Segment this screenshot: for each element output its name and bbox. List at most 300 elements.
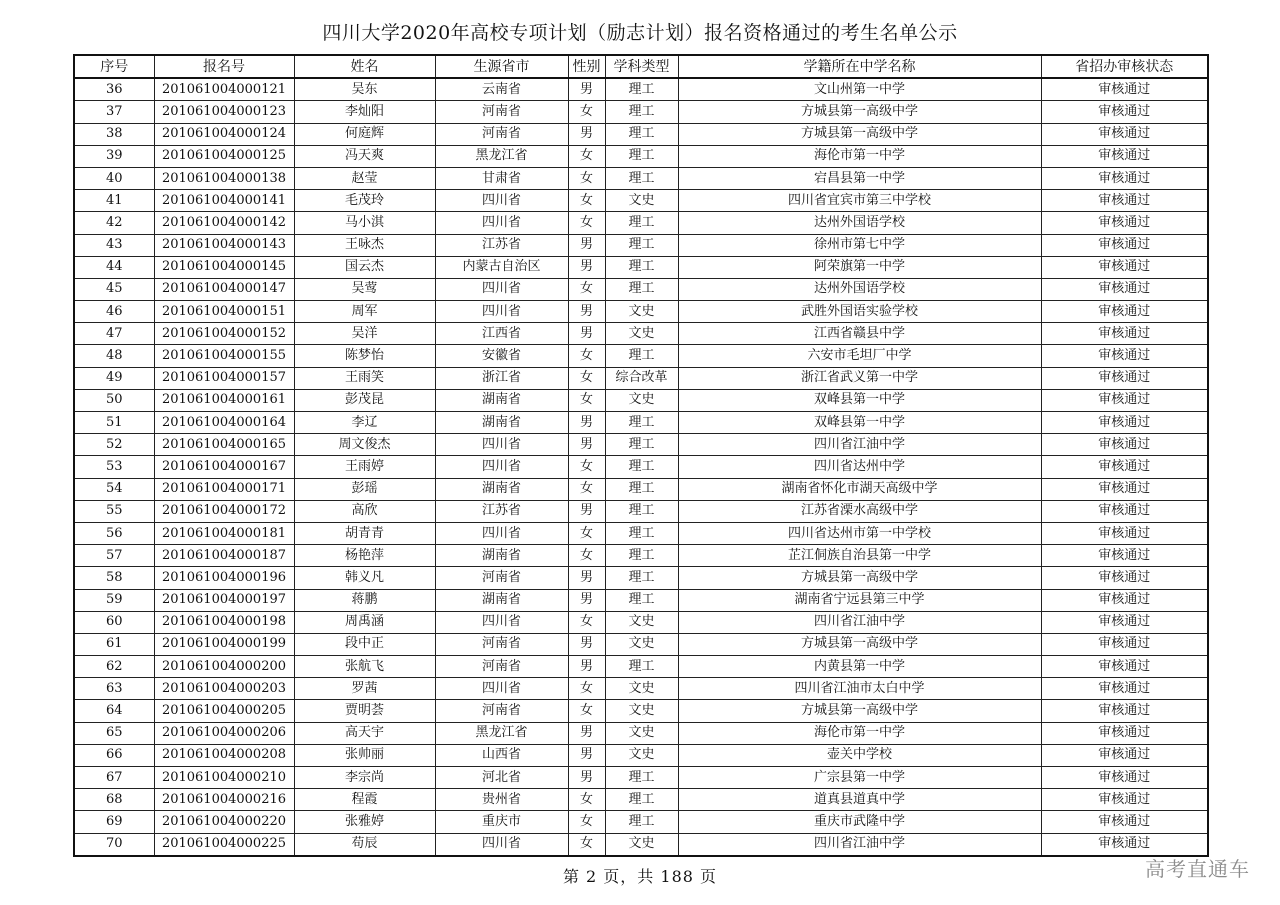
cell-index: 47 (74, 323, 154, 345)
cell-school: 湖南省宁远县第三中学 (678, 589, 1041, 611)
cell-name: 王雨笑 (294, 367, 435, 389)
cell-province: 湖南省 (435, 545, 568, 567)
cell-subject: 文史 (605, 323, 678, 345)
cell-province: 四川省 (435, 278, 568, 300)
cell-school: 四川省达州市第一中学校 (678, 522, 1041, 544)
cell-index: 49 (74, 367, 154, 389)
cell-gender: 男 (568, 656, 605, 678)
cell-status: 审核通过 (1041, 611, 1208, 633)
cell-gender: 女 (568, 811, 605, 833)
cell-school: 达州外国语学校 (678, 212, 1041, 234)
cell-name: 马小淇 (294, 212, 435, 234)
table-row (74, 833, 1208, 856)
cell-subject: 文史 (605, 700, 678, 722)
cell-reg-no: 201061004000123 (154, 101, 294, 123)
cell-index: 51 (74, 412, 154, 434)
cell-school: 文山州第一中学 (678, 78, 1041, 101)
cell-reg-no: 201061004000203 (154, 678, 294, 700)
cell-subject: 文史 (605, 389, 678, 411)
cell-status: 审核通过 (1041, 789, 1208, 811)
cell-province: 四川省 (435, 678, 568, 700)
cell-school: 四川省达州中学 (678, 456, 1041, 478)
cell-status: 审核通过 (1041, 167, 1208, 189)
cell-name: 张帅丽 (294, 744, 435, 766)
cell-province: 湖南省 (435, 389, 568, 411)
cell-reg-no: 201061004000165 (154, 434, 294, 456)
cell-school: 壶关中学校 (678, 744, 1041, 766)
cell-name: 李灿阳 (294, 101, 435, 123)
cell-gender: 男 (568, 412, 605, 434)
cell-index: 70 (74, 833, 154, 856)
table-row (74, 789, 1208, 811)
cell-gender: 女 (568, 611, 605, 633)
cell-status: 审核通过 (1041, 545, 1208, 567)
cell-province: 四川省 (435, 611, 568, 633)
cell-subject: 理工 (605, 256, 678, 278)
cell-status: 审核通过 (1041, 478, 1208, 500)
cell-school: 浙江省武义第一中学 (678, 367, 1041, 389)
col-header-name: 姓名 (294, 55, 435, 78)
watermark-text: 高考直通车 (1145, 857, 1250, 881)
cell-name: 贾明荟 (294, 700, 435, 722)
document-title: 四川大学2020年高校专项计划（励志计划）报名资格通过的考生名单公示 (322, 22, 958, 44)
cell-school: 江西省赣县中学 (678, 323, 1041, 345)
cell-name: 李宗尚 (294, 767, 435, 789)
cell-name: 毛茂玲 (294, 190, 435, 212)
cell-school: 徐州市第七中学 (678, 234, 1041, 256)
cell-name: 高天宇 (294, 722, 435, 744)
cell-school: 四川省江油市太白中学 (678, 678, 1041, 700)
cell-gender: 男 (568, 589, 605, 611)
cell-province: 河北省 (435, 767, 568, 789)
table-row (74, 323, 1208, 345)
cell-reg-no: 201061004000181 (154, 522, 294, 544)
cell-school: 双峰县第一中学 (678, 389, 1041, 411)
cell-index: 68 (74, 789, 154, 811)
cell-gender: 男 (568, 256, 605, 278)
cell-school: 广宗县第一中学 (678, 767, 1041, 789)
cell-index: 38 (74, 123, 154, 145)
cell-name: 王咏杰 (294, 234, 435, 256)
cell-subject: 理工 (605, 278, 678, 300)
cell-school: 双峰县第一中学 (678, 412, 1041, 434)
cell-status: 审核通过 (1041, 500, 1208, 522)
cell-status: 审核通过 (1041, 367, 1208, 389)
col-header-index: 序号 (74, 55, 154, 78)
cell-reg-no: 201061004000143 (154, 234, 294, 256)
cell-name: 陈梦怡 (294, 345, 435, 367)
cell-gender: 男 (568, 633, 605, 655)
cell-reg-no: 201061004000121 (154, 78, 294, 101)
table-row (74, 145, 1208, 167)
table-row (74, 678, 1208, 700)
cell-province: 河南省 (435, 101, 568, 123)
table-row (74, 522, 1208, 544)
cell-subject: 理工 (605, 589, 678, 611)
cell-name: 苟辰 (294, 833, 435, 856)
table-row (74, 567, 1208, 589)
cell-province: 黑龙江省 (435, 145, 568, 167)
cell-gender: 女 (568, 212, 605, 234)
cell-name: 李辽 (294, 412, 435, 434)
cell-gender: 男 (568, 500, 605, 522)
table-row (74, 123, 1208, 145)
cell-reg-no: 201061004000196 (154, 567, 294, 589)
cell-index: 52 (74, 434, 154, 456)
cell-province: 四川省 (435, 522, 568, 544)
cell-name: 彭茂昆 (294, 389, 435, 411)
cell-name: 何庭辉 (294, 123, 435, 145)
cell-province: 安徽省 (435, 345, 568, 367)
cell-reg-no: 201061004000187 (154, 545, 294, 567)
cell-status: 审核通过 (1041, 744, 1208, 766)
table-row (74, 633, 1208, 655)
cell-name: 高欣 (294, 500, 435, 522)
cell-index: 45 (74, 278, 154, 300)
cell-subject: 文史 (605, 301, 678, 323)
cell-subject: 文史 (605, 833, 678, 856)
cell-status: 审核通过 (1041, 833, 1208, 856)
cell-status: 审核通过 (1041, 234, 1208, 256)
cell-province: 重庆市 (435, 811, 568, 833)
cell-reg-no: 201061004000142 (154, 212, 294, 234)
cell-status: 审核通过 (1041, 256, 1208, 278)
cell-province: 甘肃省 (435, 167, 568, 189)
cell-school: 四川省宜宾市第三中学校 (678, 190, 1041, 212)
cell-index: 40 (74, 167, 154, 189)
cell-name: 冯天爽 (294, 145, 435, 167)
cell-name: 胡青青 (294, 522, 435, 544)
cell-status: 审核通过 (1041, 456, 1208, 478)
cell-reg-no: 201061004000216 (154, 789, 294, 811)
cell-school: 江苏省溧水高级中学 (678, 500, 1041, 522)
cell-status: 审核通过 (1041, 212, 1208, 234)
cell-reg-no: 201061004000200 (154, 656, 294, 678)
cell-index: 56 (74, 522, 154, 544)
table-row (74, 478, 1208, 500)
cell-reg-no: 201061004000210 (154, 767, 294, 789)
cell-status: 审核通过 (1041, 145, 1208, 167)
cell-school: 武胜外国语实验学校 (678, 301, 1041, 323)
candidate-table (73, 54, 1209, 857)
cell-status: 审核通过 (1041, 700, 1208, 722)
cell-gender: 女 (568, 700, 605, 722)
cell-reg-no: 201061004000172 (154, 500, 294, 522)
cell-school: 达州外国语学校 (678, 278, 1041, 300)
cell-name: 段中正 (294, 633, 435, 655)
cell-status: 审核通过 (1041, 101, 1208, 123)
cell-gender: 女 (568, 678, 605, 700)
cell-reg-no: 201061004000141 (154, 190, 294, 212)
table-row (74, 656, 1208, 678)
cell-subject: 理工 (605, 789, 678, 811)
cell-status: 审核通过 (1041, 123, 1208, 145)
cell-gender: 男 (568, 722, 605, 744)
cell-school: 四川省江油中学 (678, 611, 1041, 633)
cell-gender: 男 (568, 767, 605, 789)
table-body (74, 78, 1208, 856)
col-header-reg-no: 报名号 (154, 55, 294, 78)
cell-province: 河南省 (435, 123, 568, 145)
cell-province: 黑龙江省 (435, 722, 568, 744)
cell-status: 审核通过 (1041, 434, 1208, 456)
cell-reg-no: 201061004000220 (154, 811, 294, 833)
cell-reg-no: 201061004000208 (154, 744, 294, 766)
cell-name: 王雨婷 (294, 456, 435, 478)
cell-gender: 女 (568, 145, 605, 167)
table-row (74, 234, 1208, 256)
cell-gender: 女 (568, 278, 605, 300)
cell-reg-no: 201061004000205 (154, 700, 294, 722)
cell-subject: 文史 (605, 722, 678, 744)
cell-reg-no: 201061004000225 (154, 833, 294, 856)
cell-index: 66 (74, 744, 154, 766)
cell-index: 43 (74, 234, 154, 256)
cell-status: 审核通过 (1041, 345, 1208, 367)
table-header-row (74, 55, 1208, 78)
cell-province: 江苏省 (435, 234, 568, 256)
cell-subject: 理工 (605, 101, 678, 123)
cell-gender: 男 (568, 301, 605, 323)
cell-reg-no: 201061004000125 (154, 145, 294, 167)
cell-province: 江西省 (435, 323, 568, 345)
cell-name: 程霞 (294, 789, 435, 811)
col-header-subject: 学科类型 (605, 55, 678, 78)
cell-school: 四川省江油中学 (678, 434, 1041, 456)
table-row (74, 212, 1208, 234)
cell-gender: 女 (568, 190, 605, 212)
table-row (74, 389, 1208, 411)
cell-gender: 男 (568, 434, 605, 456)
cell-index: 59 (74, 589, 154, 611)
cell-name: 国云杰 (294, 256, 435, 278)
cell-subject: 文史 (605, 678, 678, 700)
cell-name: 周军 (294, 301, 435, 323)
cell-province: 四川省 (435, 190, 568, 212)
cell-index: 41 (74, 190, 154, 212)
cell-reg-no: 201061004000167 (154, 456, 294, 478)
cell-index: 37 (74, 101, 154, 123)
cell-status: 审核通过 (1041, 678, 1208, 700)
cell-name: 张雅婷 (294, 811, 435, 833)
table-row (74, 301, 1208, 323)
cell-gender: 女 (568, 367, 605, 389)
cell-subject: 理工 (605, 567, 678, 589)
col-header-school: 学籍所在中学名称 (678, 55, 1041, 78)
cell-status: 审核通过 (1041, 301, 1208, 323)
cell-subject: 理工 (605, 434, 678, 456)
cell-gender: 女 (568, 101, 605, 123)
cell-subject: 文史 (605, 633, 678, 655)
cell-status: 审核通过 (1041, 323, 1208, 345)
cell-province: 云南省 (435, 78, 568, 101)
table-row (74, 190, 1208, 212)
cell-subject: 理工 (605, 545, 678, 567)
cell-subject: 理工 (605, 212, 678, 234)
cell-subject: 理工 (605, 500, 678, 522)
cell-province: 河南省 (435, 633, 568, 655)
cell-index: 54 (74, 478, 154, 500)
cell-province: 四川省 (435, 833, 568, 856)
cell-index: 44 (74, 256, 154, 278)
cell-province: 河南省 (435, 656, 568, 678)
cell-name: 吴莺 (294, 278, 435, 300)
cell-subject: 理工 (605, 123, 678, 145)
col-header-province: 生源省市 (435, 55, 568, 78)
cell-status: 审核通过 (1041, 722, 1208, 744)
table-row (74, 545, 1208, 567)
cell-reg-no: 201061004000157 (154, 367, 294, 389)
cell-school: 重庆市武隆中学 (678, 811, 1041, 833)
table-row (74, 744, 1208, 766)
table-row (74, 367, 1208, 389)
cell-school: 六安市毛坦厂中学 (678, 345, 1041, 367)
cell-province: 四川省 (435, 301, 568, 323)
table-row (74, 611, 1208, 633)
cell-school: 宕昌县第一中学 (678, 167, 1041, 189)
cell-index: 46 (74, 301, 154, 323)
cell-province: 浙江省 (435, 367, 568, 389)
cell-subject: 理工 (605, 234, 678, 256)
cell-status: 审核通过 (1041, 412, 1208, 434)
cell-reg-no: 201061004000197 (154, 589, 294, 611)
col-header-status: 省招办审核状态 (1041, 55, 1208, 78)
cell-index: 65 (74, 722, 154, 744)
cell-subject: 综合改革 (605, 367, 678, 389)
table-row (74, 434, 1208, 456)
cell-index: 64 (74, 700, 154, 722)
cell-subject: 理工 (605, 656, 678, 678)
cell-name: 彭瑶 (294, 478, 435, 500)
cell-gender: 男 (568, 123, 605, 145)
cell-gender: 女 (568, 167, 605, 189)
cell-subject: 理工 (605, 145, 678, 167)
cell-index: 62 (74, 656, 154, 678)
cell-index: 61 (74, 633, 154, 655)
cell-name: 赵莹 (294, 167, 435, 189)
cell-school: 内黄县第一中学 (678, 656, 1041, 678)
cell-status: 审核通过 (1041, 656, 1208, 678)
cell-subject: 理工 (605, 412, 678, 434)
cell-status: 审核通过 (1041, 633, 1208, 655)
cell-subject: 文史 (605, 744, 678, 766)
cell-school: 四川省江油中学 (678, 833, 1041, 856)
table-row (74, 167, 1208, 189)
page-number: 第 2 页，共 188 页 (562, 867, 718, 886)
col-header-gender: 性别 (568, 55, 605, 78)
cell-school: 方城县第一高级中学 (678, 123, 1041, 145)
cell-reg-no: 201061004000206 (154, 722, 294, 744)
cell-province: 四川省 (435, 434, 568, 456)
cell-reg-no: 201061004000151 (154, 301, 294, 323)
cell-reg-no: 201061004000155 (154, 345, 294, 367)
cell-province: 四川省 (435, 456, 568, 478)
cell-name: 张航飞 (294, 656, 435, 678)
table-row (74, 412, 1208, 434)
cell-name: 吴东 (294, 78, 435, 101)
cell-subject: 理工 (605, 456, 678, 478)
cell-reg-no: 201061004000198 (154, 611, 294, 633)
cell-index: 69 (74, 811, 154, 833)
cell-subject: 理工 (605, 767, 678, 789)
cell-reg-no: 201061004000161 (154, 389, 294, 411)
cell-gender: 男 (568, 234, 605, 256)
cell-gender: 男 (568, 323, 605, 345)
cell-school: 海伦市第一中学 (678, 722, 1041, 744)
table-row (74, 500, 1208, 522)
cell-index: 55 (74, 500, 154, 522)
table-row (74, 456, 1208, 478)
cell-reg-no: 201061004000164 (154, 412, 294, 434)
cell-province: 贵州省 (435, 789, 568, 811)
cell-name: 杨艳萍 (294, 545, 435, 567)
cell-province: 江苏省 (435, 500, 568, 522)
cell-school: 道真县道真中学 (678, 789, 1041, 811)
table-row (74, 345, 1208, 367)
cell-index: 50 (74, 389, 154, 411)
cell-school: 阿荣旗第一中学 (678, 256, 1041, 278)
cell-gender: 男 (568, 78, 605, 101)
cell-province: 河南省 (435, 567, 568, 589)
table-row (74, 700, 1208, 722)
cell-school: 方城县第一高级中学 (678, 633, 1041, 655)
cell-subject: 理工 (605, 78, 678, 101)
cell-index: 36 (74, 78, 154, 101)
cell-province: 湖南省 (435, 589, 568, 611)
table-row (74, 78, 1208, 101)
cell-index: 57 (74, 545, 154, 567)
cell-status: 审核通过 (1041, 811, 1208, 833)
cell-province: 四川省 (435, 212, 568, 234)
table-row (74, 278, 1208, 300)
cell-name: 周文俊杰 (294, 434, 435, 456)
cell-subject: 文史 (605, 611, 678, 633)
cell-school: 方城县第一高级中学 (678, 101, 1041, 123)
cell-status: 审核通过 (1041, 567, 1208, 589)
cell-reg-no: 201061004000171 (154, 478, 294, 500)
cell-province: 山西省 (435, 744, 568, 766)
cell-school: 湖南省怀化市湖天高级中学 (678, 478, 1041, 500)
cell-index: 63 (74, 678, 154, 700)
cell-index: 39 (74, 145, 154, 167)
table-row (74, 589, 1208, 611)
cell-index: 42 (74, 212, 154, 234)
cell-school: 芷江侗族自治县第一中学 (678, 545, 1041, 567)
cell-gender: 女 (568, 789, 605, 811)
cell-gender: 男 (568, 744, 605, 766)
cell-subject: 理工 (605, 345, 678, 367)
cell-school: 方城县第一高级中学 (678, 700, 1041, 722)
cell-status: 审核通过 (1041, 767, 1208, 789)
cell-province: 湖南省 (435, 478, 568, 500)
table-row (74, 256, 1208, 278)
cell-gender: 女 (568, 456, 605, 478)
cell-index: 48 (74, 345, 154, 367)
cell-reg-no: 201061004000199 (154, 633, 294, 655)
cell-province: 河南省 (435, 700, 568, 722)
cell-gender: 女 (568, 545, 605, 567)
cell-reg-no: 201061004000124 (154, 123, 294, 145)
cell-index: 53 (74, 456, 154, 478)
table-row (74, 722, 1208, 744)
cell-name: 韩义凡 (294, 567, 435, 589)
cell-status: 审核通过 (1041, 589, 1208, 611)
cell-status: 审核通过 (1041, 522, 1208, 544)
cell-gender: 男 (568, 567, 605, 589)
cell-status: 审核通过 (1041, 78, 1208, 101)
cell-subject: 理工 (605, 811, 678, 833)
table-row (74, 767, 1208, 789)
